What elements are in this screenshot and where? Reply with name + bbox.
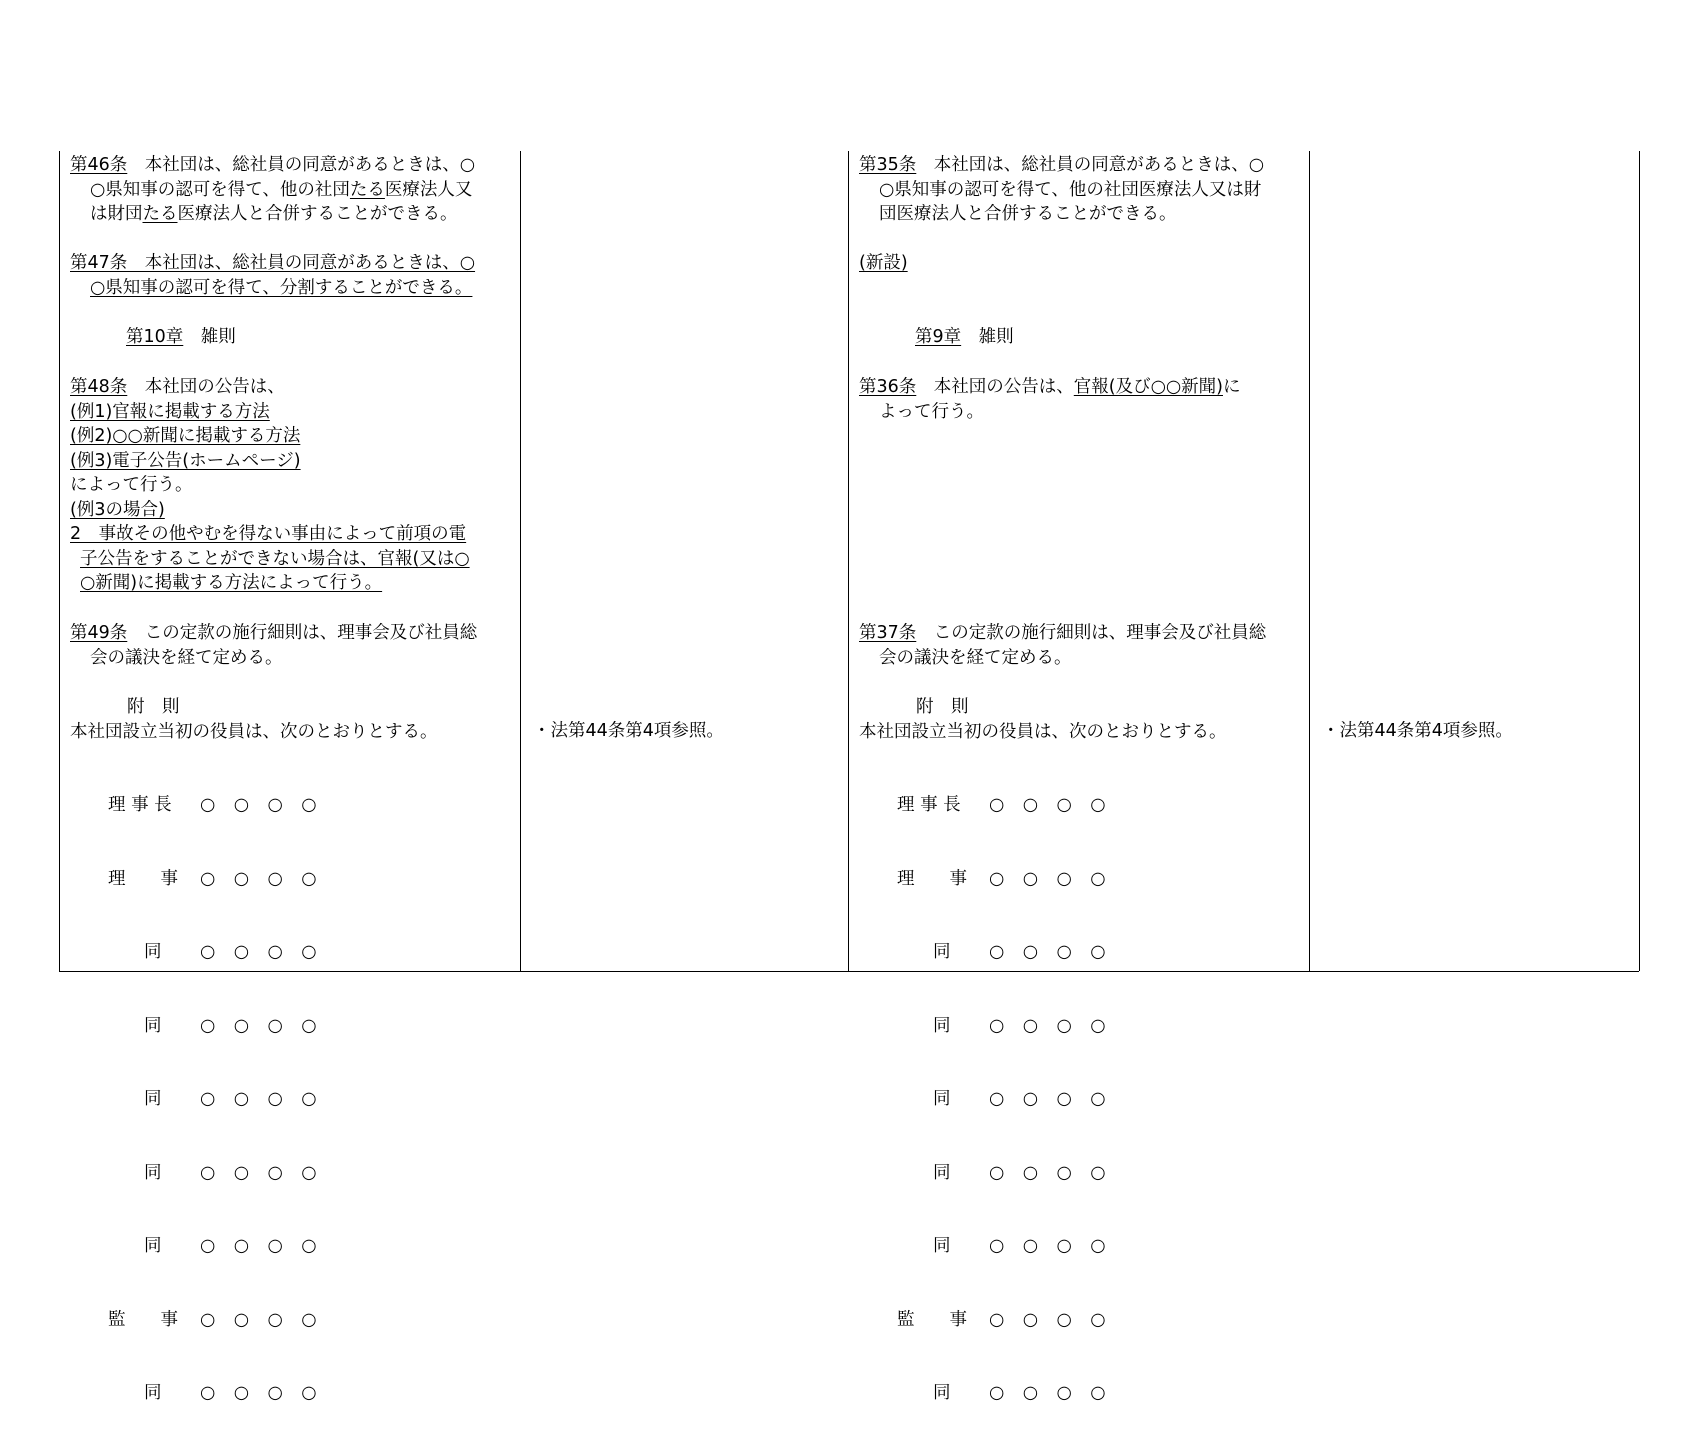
officer-row: 同 ○ ○ ○ ○ xyxy=(933,1162,1107,1183)
reference-note: ・法第44条第4項参照。 xyxy=(533,721,724,741)
officer-list xyxy=(859,744,1303,1455)
article-46: 第46条 本社団は、総社員の同意があるときは、○ ○県知事の認可を得て、他の社団たる医療法人又 は財団たる医療法人と合併することができる。 xyxy=(70,155,476,224)
article-35: 第35条 本社団は、総社員の同意があるときは、○ ○県知事の認可を得て、他の社団医療法人又は財 団医療法人と合併することができる。 xyxy=(859,155,1265,224)
officer-row: 理 事 ○ ○ ○ ○ xyxy=(108,868,318,889)
article-48: 第48条 本社団の公告は、 (例1)官報に掲載する方法 (例2)○○新聞に掲載する方法 (例3)電子公告(ホームページ) によって行う。 (例3の場合) 2 事故その他やむを得ない事由によって前項の電 子公告をすることができない場合は、官報(又は○ ○新聞)に掲載する方法によって行う。 xyxy=(70,377,470,593)
officer-row: 同 ○ ○ ○ ○ xyxy=(144,1383,318,1403)
officer-row: 同 ○ ○ ○ ○ xyxy=(933,1015,1107,1036)
article-number: 第49条 xyxy=(70,623,128,643)
officer-row: 監 事 ○ ○ ○ ○ xyxy=(897,1309,1107,1330)
officer-row: 同 ○ ○ ○ ○ xyxy=(144,1089,318,1109)
new-text-column xyxy=(60,151,521,1403)
article-47: 第47条 本社団は、総社員の同意があるときは、○ ○県知事の認可を得て、分割することができる。 xyxy=(70,253,476,298)
supplementary-heading: 附 則 xyxy=(916,697,969,717)
officer-row: 同 ○ ○ ○ ○ xyxy=(144,1015,318,1036)
officer-row: 理 事 長 ○ ○ ○ ○ xyxy=(897,795,1107,815)
officer-row: 同 ○ ○ ○ ○ xyxy=(144,1162,318,1183)
officer-row: 同 ○ ○ ○ ○ xyxy=(933,942,1107,962)
old-note-column xyxy=(1310,151,1640,971)
supplementary-provisions: 附 則 本社団設立当初の役員は、次のとおりとする。 理 事 長 ○ ○ ○ ○ 理 事 ○ ○ ○ ○ 同 ○ ○ ○ ○ 同 ○ ○ ○ ○ 同 ○ ○ ○ ○ 同 ○ ○ ○ ○ 同 ○ ○ ○ ○ 監 事 ○ ○ ○ ○ 同 ○ ○ ○ ○ xyxy=(70,695,514,1455)
officer-row: 同 ○ ○ ○ ○ xyxy=(933,1383,1107,1403)
chapter-heading: 第9章 雑則 xyxy=(915,327,1014,347)
article-49: 第49条 この定款の施行細則は、理事会及び社員総 会の議決を経て定める。 xyxy=(70,623,478,668)
reference-note: ・法第44条第4項参照。 xyxy=(1322,721,1513,741)
officer-list xyxy=(70,744,514,1455)
officer-row: 同 ○ ○ ○ ○ xyxy=(144,942,318,962)
article-number: 第46条 xyxy=(70,155,128,175)
officer-row: 同 ○ ○ ○ ○ xyxy=(144,1236,318,1256)
officer-row: 同 ○ ○ ○ ○ xyxy=(933,1089,1107,1109)
article-36: 第36条 本社団の公告は、官報(及び○○新聞)に よって行う。 xyxy=(859,377,1241,422)
article-number: 第37条 xyxy=(859,623,917,643)
officer-row: 理 事 ○ ○ ○ ○ xyxy=(897,868,1107,889)
old-text-column xyxy=(849,151,1310,1403)
article-number: 第48条 xyxy=(70,377,128,397)
comparison-table xyxy=(59,151,1639,1403)
chapter-heading: 第10章 雑則 xyxy=(126,327,236,347)
officer-row: 監 事 ○ ○ ○ ○ xyxy=(108,1309,318,1330)
article-number: 第35条 xyxy=(859,155,917,175)
article-37: 第37条 この定款の施行細則は、理事会及び社員総 会の議決を経て定める。 xyxy=(859,623,1267,668)
new-established-marker: (新設) xyxy=(859,253,908,273)
article-number: 第36条 xyxy=(859,377,917,397)
supplementary-heading: 附 則 xyxy=(127,697,180,717)
officer-row: 理 事 長 ○ ○ ○ ○ xyxy=(108,795,318,815)
officer-row: 同 ○ ○ ○ ○ xyxy=(933,1236,1107,1256)
new-note-column xyxy=(521,151,849,971)
supplementary-provisions: 附 則 本社団設立当初の役員は、次のとおりとする。 理 事 長 ○ ○ ○ ○ 理 事 ○ ○ ○ ○ 同 ○ ○ ○ ○ 同 ○ ○ ○ ○ 同 ○ ○ ○ ○ 同 ○ ○ ○ ○ 同 ○ ○ ○ ○ 監 事 ○ ○ ○ ○ 同 ○ ○ ○ ○ xyxy=(859,695,1303,1455)
